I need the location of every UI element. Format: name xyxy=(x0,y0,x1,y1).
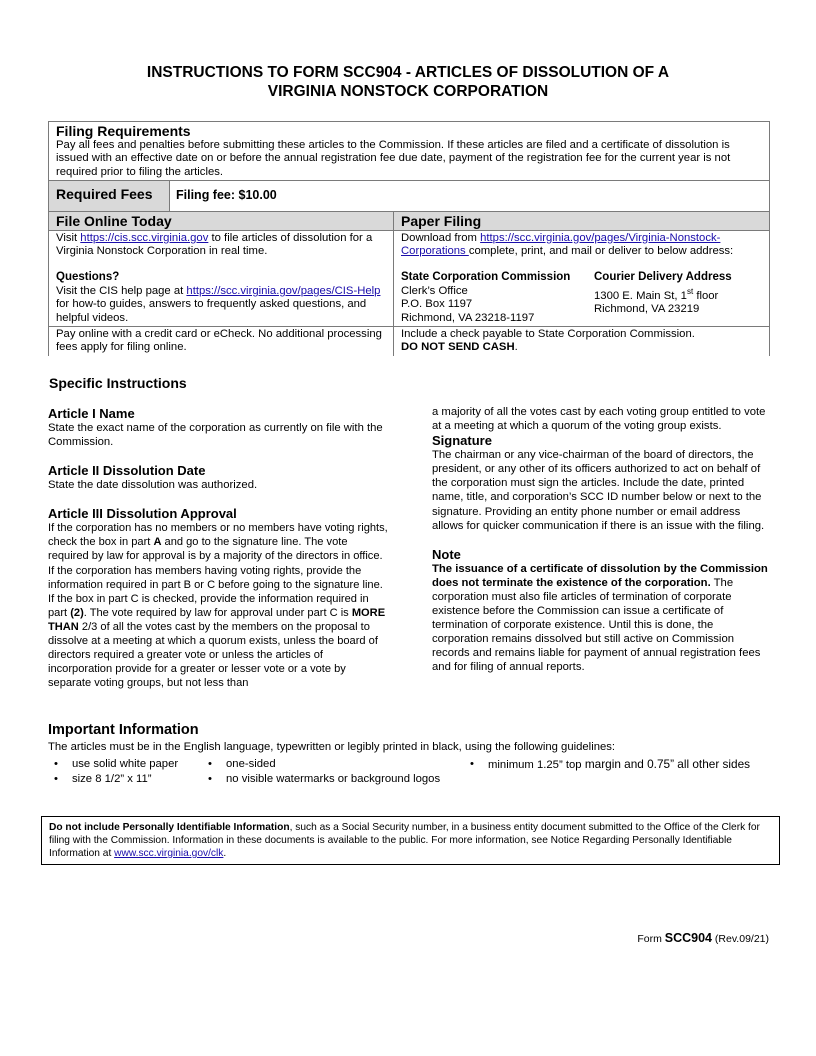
file-online-cell xyxy=(49,230,394,326)
paper-payment-cell xyxy=(394,327,770,356)
filing-requirements-text: Pay all fees and penalties before submitting these articles to the Commission. If these articles are filed and a certificate of dissolution is issued with an effective date on or before the annual registration fee due date, payment of the registration fee for the current year is not required prior to filing the articles. xyxy=(56,139,731,178)
scc-line-3: Richmond, VA 23218-1197 xyxy=(401,311,535,324)
article-3-continued: a majority of all the votes cast by each voting group entitled to vote at a meeting at which a quorum of the voting group exists. xyxy=(432,406,766,433)
courier-address xyxy=(594,271,762,325)
scc-address xyxy=(401,271,594,325)
art3-part-2-bold: (2) xyxy=(70,606,84,619)
filing-requirements-heading: Filing Requirements xyxy=(56,123,191,139)
guidelines-column-2 xyxy=(202,757,442,786)
check-text: Include a check payable to State Corporation Commission. xyxy=(401,328,695,341)
article-2-text: State the date dissolution was authorized. xyxy=(48,479,258,492)
note-heading: Note xyxy=(432,546,461,562)
cis-help-link[interactable]: https://scc.virginia.gov/pages/CIS-Help xyxy=(186,284,381,297)
art3-part-2: and go to the signature line. The vote required by law for approval is by a majority of the directors in office. If the corporation has members having voting rights, provide the information required in part B or C before going to the signature line. If the box in part C is checked, provide the information required in part xyxy=(48,536,383,619)
pii-bold: Do not include Personally Identifiable Information xyxy=(49,822,290,833)
no-cash-bold: DO NOT SEND CASH xyxy=(401,341,515,354)
filing-requirements-cell xyxy=(49,122,770,181)
signature-text: The chairman or any vice-chairman of the board of directors, the president, or any other of its officers authorized to act on behalf of the corporation must sign the articles. Include the date, printed name, title, and corporation’s SCC ID number below or next to the signature. Providing an entity phone number or email address allows for quicker communication if there is an issue with the filing. xyxy=(432,449,765,532)
courier-sup: st xyxy=(686,286,694,296)
article-1-heading: Article I Name xyxy=(48,406,135,421)
visit-prefix: Visit xyxy=(56,231,81,244)
article-3-text xyxy=(48,521,388,690)
footer-revision: (Rev.09/21) xyxy=(712,933,769,945)
form-footer xyxy=(637,931,769,945)
filing-fee-value: Filing fee: $10.00 xyxy=(176,188,277,203)
important-information-intro: The articles must be in the English language, typewritten or legibly printed in black, using the following guidelines: xyxy=(48,741,616,753)
art3-more-than: MORE THAN xyxy=(48,606,386,633)
footer-form-code: SCC904 xyxy=(664,931,712,945)
scc-line-2: P.O. Box 1197 xyxy=(401,298,473,311)
pii-text: , such as a Social Security number, in a business entity document submitted to the Office of the Clerk for filing with the Commission. Information in these documents is available to the public. For more information, see Notice Regarding Personally Identifiable Information at xyxy=(49,822,760,859)
cis-link[interactable]: https://cis.scc.virginia.gov xyxy=(80,231,209,244)
article-1-text: State the exact name of the corporation as currently on file with the Commission. xyxy=(48,422,383,449)
required-fees-label: Required Fees xyxy=(49,181,170,210)
download-suffix: complete, print, and mail or deliver to below address: xyxy=(468,245,734,258)
questions-suffix: for how-to guides, answers to frequently asked questions, and helpful videos. xyxy=(56,298,367,324)
important-information-heading: Important Information xyxy=(48,722,199,738)
no-cash-text: DO NOT SEND CASH. xyxy=(401,341,518,354)
instructions-right-column xyxy=(432,405,772,689)
online-payment-cell: Pay online with a credit card or eCheck. No additional processing fees apply for filing online. xyxy=(49,327,394,356)
guidelines-column-1 xyxy=(48,757,208,786)
specific-instructions-heading: Specific Instructions xyxy=(49,375,187,391)
paper-filing-heading: Paper Filing xyxy=(394,211,770,230)
scc-heading: State Corporation Commission xyxy=(401,271,571,284)
pii-notice-box xyxy=(41,816,780,865)
note-body: The corporation must also file articles of termination of corporate existence before the Commission can issue a certificate of termination of corporate existence. Until this is done, the corporation remains dissolved but still active on Commission records and remains liable for payment of annual registration fees and for filing of annual reports. xyxy=(432,576,761,674)
note-bold: The issuance of a certificate of dissolution by the Commission does not terminate the existence of the corporation. xyxy=(432,562,768,589)
guideline-item: • no visible watermarks or background logos xyxy=(202,772,442,787)
margin-other-text: margin and 0.75” all other sides xyxy=(581,757,751,771)
art3-part-1: If the corporation has no members or no members have voting rights, check the box in part xyxy=(48,522,388,549)
courier-line-1 xyxy=(594,285,762,303)
art3-part-a: A xyxy=(153,536,162,549)
guideline-item: • use solid white paper xyxy=(48,757,208,772)
guideline-item: • one-sided xyxy=(202,757,442,772)
art3-part-3: . The vote required by law for approval under part C is xyxy=(83,606,352,619)
note-text xyxy=(432,562,772,675)
margin-top-text: minimum 1.25” top xyxy=(488,759,582,771)
visit-suffix: to file articles of dissolution for a Virginia Nonstock Corporation in real time. xyxy=(56,231,373,258)
questions-prefix: Visit the CIS help page at xyxy=(56,284,187,297)
article-2-heading: Article II Dissolution Date xyxy=(48,463,206,479)
paper-download xyxy=(401,232,762,259)
courier-heading: Courier Delivery Address xyxy=(594,271,732,284)
courier-line-2: Richmond, VA 23219 xyxy=(594,303,700,316)
clerk-link[interactable]: www.scc.virginia.gov/clk xyxy=(114,848,224,859)
questions-text xyxy=(56,285,386,325)
guideline-item xyxy=(464,757,754,773)
scc-line-1: Clerk’s Office xyxy=(401,284,468,297)
courier-street: 1300 E. Main St, 1 xyxy=(594,289,687,302)
title-line-1: INSTRUCTIONS TO FORM SCC904 - ARTICLES OF DISSOLUTION OF A xyxy=(146,64,670,81)
guideline-item: • size 8 1/2” x 11” xyxy=(48,772,208,787)
article-3-heading: Article III Dissolution Approval xyxy=(48,506,237,522)
download-prefix: Download from xyxy=(401,231,481,244)
paper-filing-cell xyxy=(394,230,770,326)
pii-end: . xyxy=(223,848,227,859)
art3-part-4: 2/3 of all the votes cast by the members on the proposal to dissolve at a meeting at which a quorum exists, unless the board of directors required a greater vote or unless the articles of incorporation provide for a greater or lesser vote or a vote by separate voting groups, but not less than xyxy=(48,620,378,690)
file-online-heading: File Online Today xyxy=(49,211,394,230)
file-online-visit xyxy=(56,232,386,259)
footer-form-label: Form xyxy=(637,933,665,945)
signature-heading: Signature xyxy=(432,433,492,449)
nonstock-corporations-link[interactable]: https://scc.virginia.gov/pages/Virginia-Nonstock-Corporations xyxy=(401,231,721,258)
guidelines-column-3 xyxy=(464,757,754,773)
title-line-2: VIRGINIA NONSTOCK CORPORATION xyxy=(267,83,549,100)
instructions-left-column xyxy=(48,406,388,704)
filing-table xyxy=(48,121,770,356)
page-title xyxy=(0,63,816,101)
courier-floor: floor xyxy=(693,289,719,302)
questions-heading: Questions? xyxy=(56,271,120,284)
